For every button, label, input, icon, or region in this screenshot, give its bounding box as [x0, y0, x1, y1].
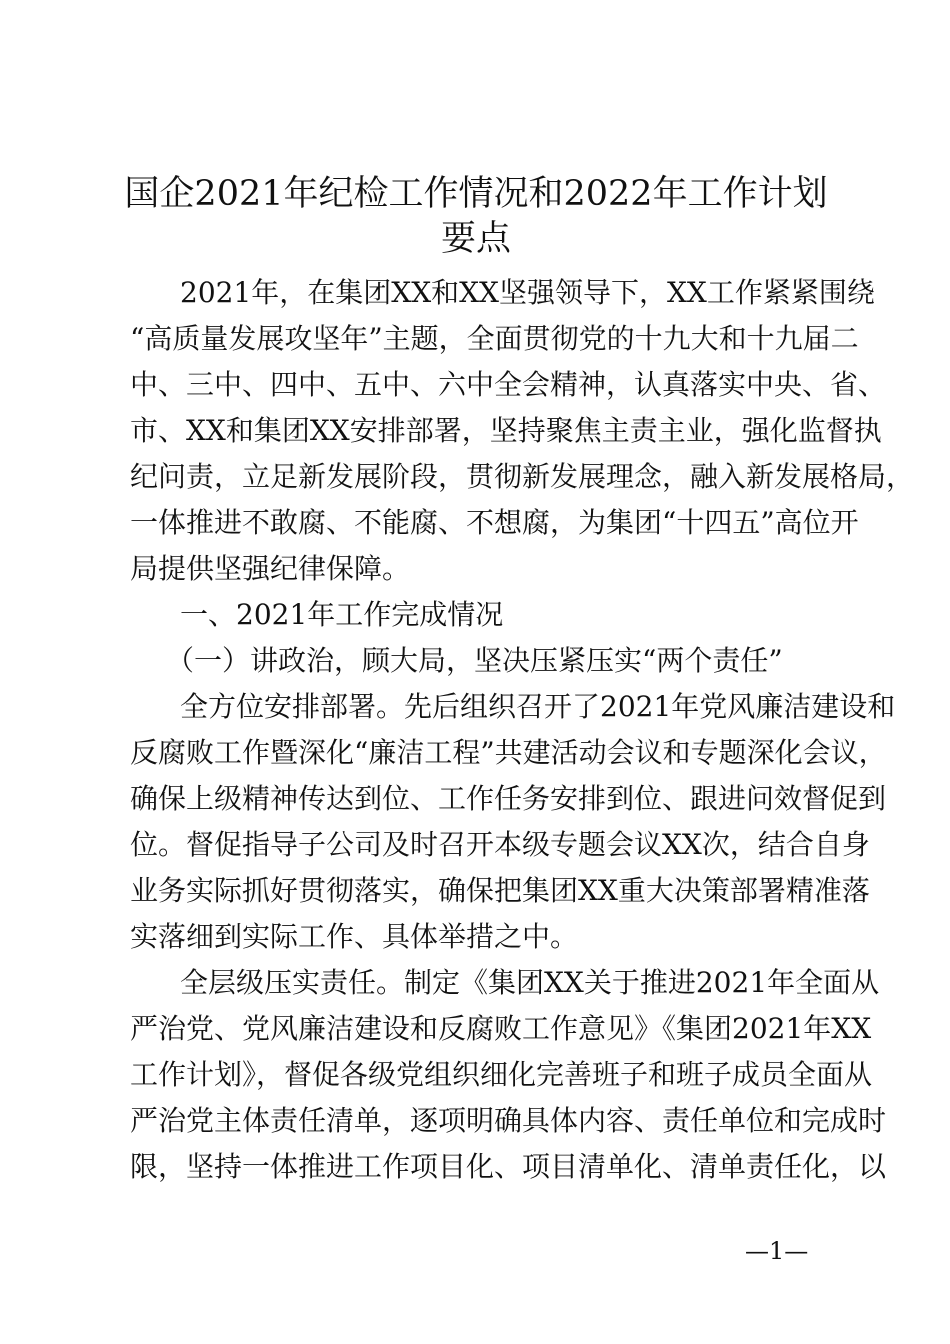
paragraph-line: “高质量发展攻坚年”主题，全面贯彻党的十九大和十九届二: [130, 322, 859, 355]
paragraph-line: 业务实际抓好贯彻落实，确保把集团XX重大决策部署精准落: [130, 874, 870, 907]
subsection-heading: （一）讲政治，顾大局，坚决压紧压实“两个责任”: [166, 644, 783, 677]
document-title-line-2: 要点: [440, 219, 511, 259]
paragraph-line: 严治党、党风廉洁建设和反腐败工作意见》《集团2021年XX: [130, 1012, 872, 1045]
paragraph-line: 实落细到实际工作、具体举措之中。: [130, 920, 579, 953]
paragraph-line: 位。督促指导子公司及时召开本级专题会议XX次，结合自身: [130, 828, 870, 861]
paragraph-line: 2021年，在集团XX和XX坚强领导下，XX工作紧紧围绕: [180, 276, 875, 309]
page-number: —1—: [745, 1237, 809, 1265]
paragraph-line: 一体推进不敢腐、不能腐、不想腐，为集团“十四五”高位开: [130, 506, 859, 539]
paragraph-line: 严治党主体责任清单，逐项明确具体内容、责任单位和完成时: [130, 1104, 887, 1137]
paragraph-line: 工作计划》，督促各级党组织细化完善班子和班子成员全面从: [130, 1058, 873, 1091]
paragraph-line: 全层级压实责任。制定《集团XX关于推进2021年全面从: [180, 966, 880, 999]
document-title-line-1: 国企2021年纪检工作情况和2022年工作计划: [124, 174, 828, 214]
paragraph-line: 纪问责，立足新发展阶段，贯彻新发展理念，融入新发展格局，: [130, 460, 915, 493]
paragraph-line: 全方位安排部署。先后组织召开了2021年党风廉洁建设和: [180, 690, 896, 723]
paragraph-line: 市、XX和集团XX安排部署，坚持聚焦主责主业，强化监督执: [130, 414, 882, 447]
paragraph-line: 反腐败工作暨深化“廉洁工程”共建活动会议和专题深化会议，: [130, 736, 887, 769]
paragraph-line: 中、三中、四中、五中、六中全会精神，认真落实中央、省、: [130, 368, 887, 401]
paragraph-line: 局提供坚强纪律保障。: [130, 552, 411, 585]
paragraph-line: 确保上级精神传达到位、工作任务安排到位、跟进问效督促到: [130, 782, 887, 815]
section-heading: 一、2021年工作完成情况: [180, 598, 504, 631]
paragraph-line: 限，坚持一体推进工作项目化、项目清单化、清单责任化，以: [130, 1150, 887, 1183]
document-body: [130, 270, 915, 1190]
